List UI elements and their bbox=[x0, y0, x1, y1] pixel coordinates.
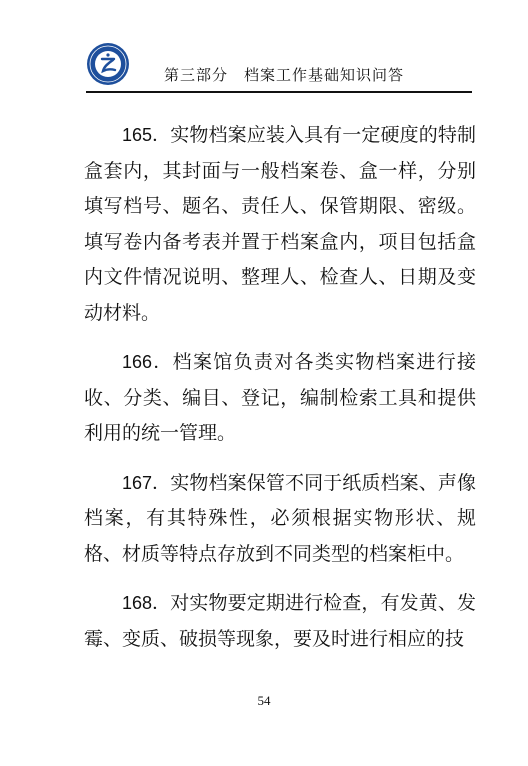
page-body bbox=[84, 118, 476, 671]
paragraph-text: 实物档案保管不同于纸质档案、声像档案，有其特殊性，必须根据实物形状、规格、材质等特点存放到不同类型的档案柜中。 bbox=[84, 471, 476, 565]
item-number: 166． bbox=[122, 352, 173, 372]
paragraph-text: 实物档案应装入具有一定硬度的特制盒套内，其封面与一般档案卷、盒一样，分别填写档号、题名、责任人、保管期限、密级。填写卷内备考表并置于档案盒内，项目包括盒内文件情况说明、整理人、检查人、日期及变动材料。 bbox=[84, 124, 476, 324]
item-number: 168． bbox=[122, 593, 171, 613]
page-number: 54 bbox=[257, 693, 271, 708]
paragraph-166 bbox=[84, 345, 476, 452]
item-number: 167． bbox=[122, 472, 171, 493]
header-divider bbox=[86, 91, 472, 93]
item-number: 165． bbox=[122, 125, 171, 145]
paragraph-text: 对实物要定期进行检查，有发黄、发霉、变质、破损等现象，要及时进行相应的技 bbox=[84, 592, 476, 650]
paragraph-168 bbox=[84, 586, 476, 657]
header-title: 第三部分 档案工作基础知识问答 bbox=[164, 66, 405, 84]
page-header bbox=[86, 42, 466, 86]
school-emblem-icon bbox=[86, 42, 130, 86]
paragraph-165 bbox=[84, 118, 476, 331]
paragraph-text: 档案馆负责对各类实物档案进行接收、分类、编目、登记，编制检索工具和提供利用的统一管理。 bbox=[84, 351, 476, 444]
paragraph-167 bbox=[84, 466, 476, 573]
